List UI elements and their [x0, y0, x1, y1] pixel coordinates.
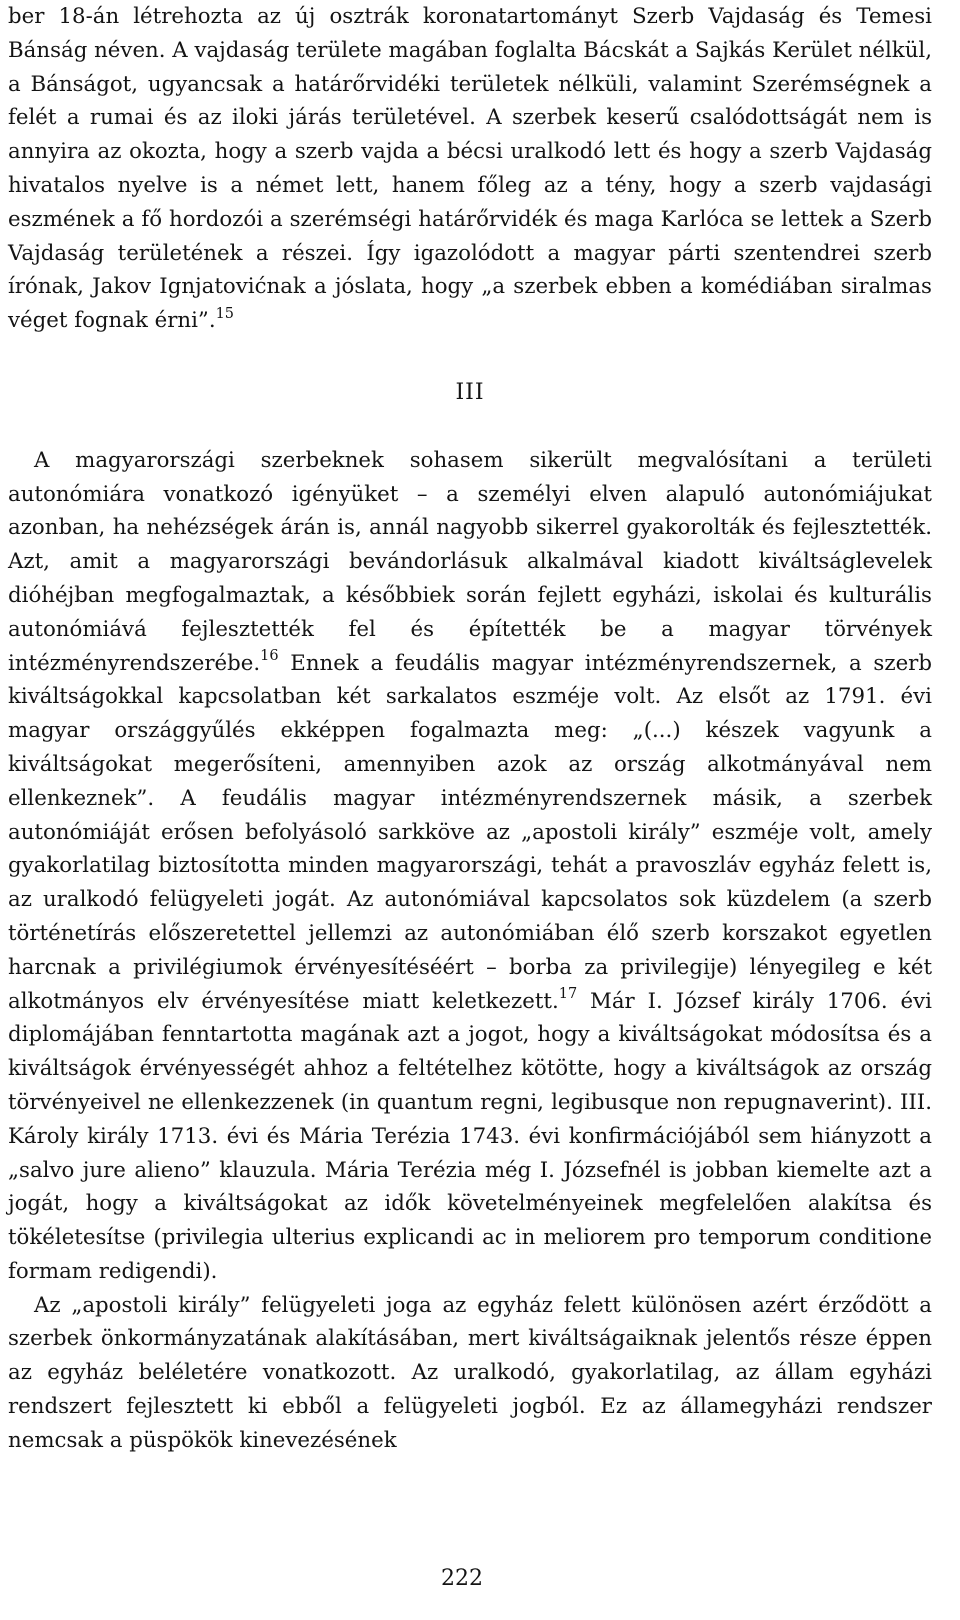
- paragraph-apostolic-king: [8, 1289, 932, 1458]
- paragraph-autonomy: [8, 444, 932, 1289]
- paragraph-1-text: ber 18-án létrehozta az új osztrák koronatartományt Szerb Vajdaság és Temesi Bánság néven. A vajdaság területe magában foglalta Bácskát a Sajkás Kerület nélkül, a Bánságot, ugyancsak a határőrvidéki területek nélküli, valamint Szerémségnek a felét a rumai és az iloki járás területével. A szerbek keserű csalódottságát nem is annyira az okozta, hogy a szerb vajda a bécsi uralkodó lett és hogy a szerb Vajdaság hivatalos nyelve is a német lett, hanem főleg az a tény, hogy a szerb vajdasági eszmének a fő hordozói a szerémségi határőrvidék és maga Karlóca se lettek a Szerb Vajdaság területének a részei. Így igazolódott a magyar párti szentendrei szerb írónak, Jakov Ignjatovićnak a jóslata, hogy „a szerbek ebben a komédiában siralmas véget fognak érni”.: [8, 4, 932, 334]
- paragraph-2-part-2: Ennek a feudális magyar intézményrendszernek, a szerb kiváltságokkal kapcsolatban két sarkalatos eszméje volt. Az elsőt az 1791. évi magyar országgyűlés ekképpen fogalmazta meg: „(...) készek vagyunk a kiváltságokat megerősíteni, amennyiben azok az ország alkotmányával nem ellenkeznek”. A feudális magyar intézményrendszernek másik, a szerbek autonómiáját erősen befolyásoló sarkköve az „apostoli király” eszméje volt, amely gyakorlatilag biztosította minden magyarországi, tehát a pravoszláv egyház felett is, az uralkodó felügyeleti jogát. Az autonómiával kapcsolatos sok küzdelem (a szerb történetírás előszeretettel jellemzi az autonómiában élő szerb korszakot egyetlen harcnak a privilégiumok érvényesítéséért – borba za privilegije) lényegileg e két alkotmányos elv érvényesítése miatt keletkezett.: [8, 650, 932, 1014]
- paragraph-2-part-3: Már I. József király 1706. évi diplomájában fenntartotta magának azt a jogot, hogy a kiváltságokat módosítsa és a kiváltságok érvényességét ahhoz a feltételhez kötötte, hogy a kiváltságok az ország törvényeivel ne ellenkezzenek (in quantum regni, legibusque non repugnaverint). III. Károly király 1713. évi és Mária Terézia 1743. évi konfirmációjából sem hiányzott a „salvo jure alieno” klauzula. Mária Terézia még I. Józsefnél is jobban kiemelte azt a jogát, hogy a kiváltságokat az idők követelményeinek megfelelően alakítsa és tökéletesítse (privilegia ulterius explicandi ac in meliorem pro temporum conditione formam redigendi).: [8, 988, 932, 1284]
- footnote-ref-16: 16: [260, 648, 279, 665]
- footnote-ref-15: 15: [215, 305, 235, 322]
- paragraph-3-text: Az „apostoli király” felügyeleti joga az egyház felett különösen azért érződött a szerbek önkormányzatának alakításában, mert kiváltságaiknak jelentős része éppen az egyház beléletére vonatkozott. Az uralkodó, gyakorlatilag, az állam egyházi rendszert fejlesztett ki ebből a felügyeleti jogból. Ez az államegyházi rendszer nemcsak a püspökök kinevezésének: [8, 1292, 932, 1453]
- footnote-ref-17: 17: [558, 985, 578, 1002]
- paragraph-continued: [8, 0, 932, 338]
- page-number: 222: [441, 1566, 483, 1591]
- paragraph-2-part-1: A magyarországi szerbeknek sohasem sikerült megvalósítani a területi autonómiára vonatkozó igényüket – a személyi elven alapuló autonómiájukat azonban, ha nehézségek árán is, annál nagyobb sikerrel gyakorolták és fejlesztették. Azt, amit a magyarországi bevándorlásuk alkalmával kiadott kiváltságlevelek dióhéjban megfogalmaztak, a későbbiek során fejlett egyházi, iskolai és kulturális autonómiává fejlesztették fel és építették be a magyar törvények intézményrendszerébe.: [8, 447, 932, 676]
- section-heading: III: [455, 379, 485, 405]
- document-page: [8, 0, 932, 1458]
